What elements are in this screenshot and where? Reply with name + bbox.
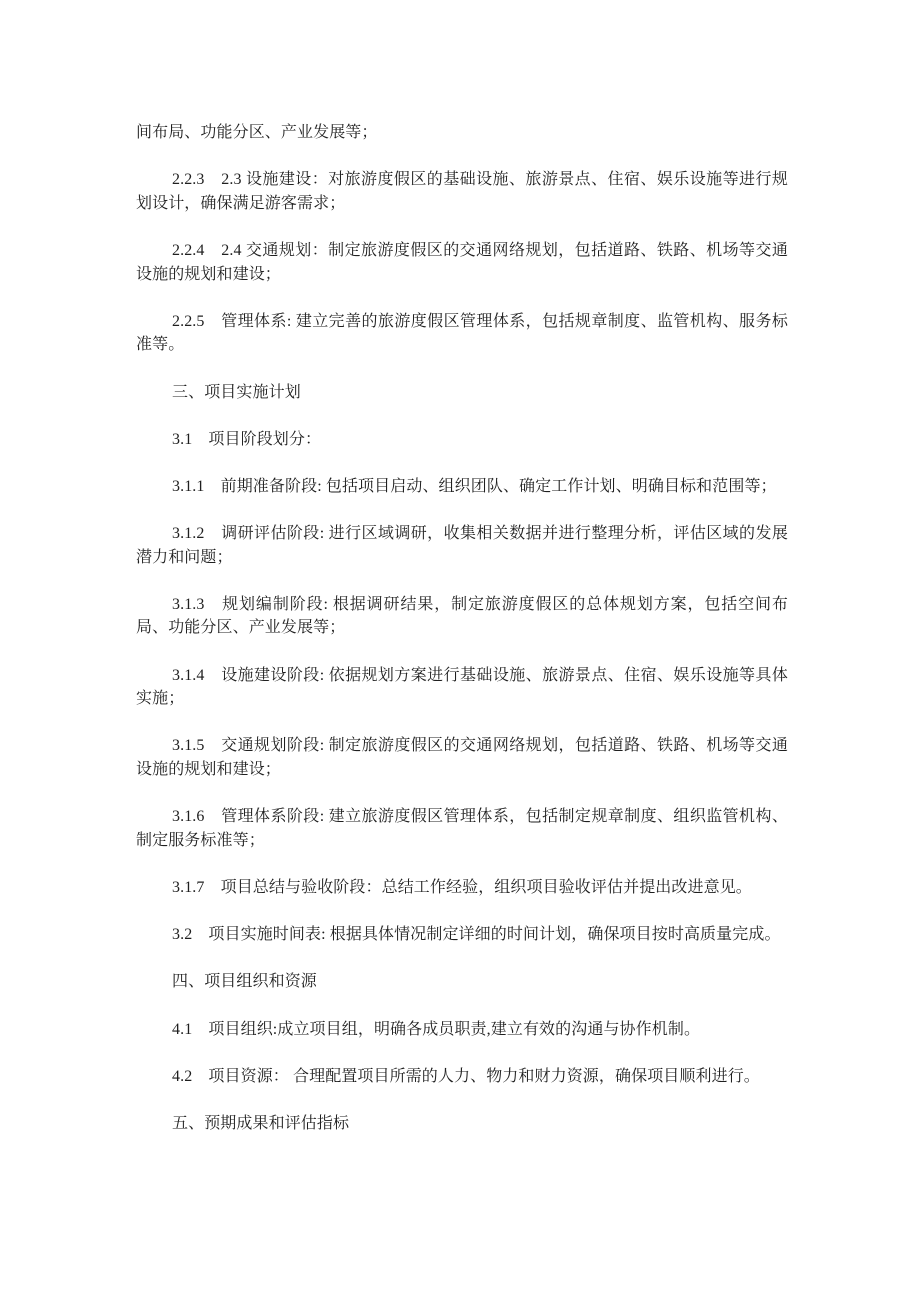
paragraph: 2.2.3 2.3 设施建设：对旅游度假区的基础设施、旅游景点、住宿、娱乐设施等进行规划设计，确保满足游客需求；	[136, 171, 788, 212]
paragraph: 2.2.5 管理体系: 建立完善的旅游度假区管理体系，包括规章制度、监管机构、服务标准等。	[136, 312, 788, 354]
paragraph: 4.1 项目组织:成立项目组，明确各成员职责,建立有效的沟通与协作机制。	[172, 1020, 701, 1038]
paragraph: 3.1.6 管理体系阶段: 建立旅游度假区管理体系，包括制定规章制度、组织监管机构、制定服务标准等；	[136, 808, 788, 849]
paragraph: 三、项目实施计划	[172, 383, 301, 401]
paragraph: 4.2 项目资源： 合理配置项目所需的人力、物力和财力资源，确保项目顺利进行。	[172, 1067, 760, 1085]
paragraph: 间布局、功能分区、产业发展等；	[136, 124, 378, 141]
paragraph: 3.1.7 项目总结与验收阶段：总结工作经验，组织项目验收评估并提出改进意见。	[172, 879, 752, 896]
paragraph: 3.1.2 调研评估阶段: 进行区域调研，收集相关数据并进行整理分析，评估区域的发展潜力和问题；	[136, 525, 788, 566]
paragraph: 3.1.1 前期准备阶段: 包括项目启动、组织团队、确定工作计划、明确目标和范围等；	[172, 477, 777, 495]
paragraph: 3.1.4 设施建设阶段: 依据规划方案进行基础设施、旅游景点、住宿、娱乐设施等具体实施；	[136, 666, 788, 708]
paragraph: 3.1.3 规划编制阶段: 根据调研结果，制定旅游度假区的总体规划方案，包括空间布局、功能分区、产业发展等；	[136, 595, 788, 637]
paragraph: 五、预期成果和评估指标	[172, 1114, 350, 1132]
paragraph: 2.2.4 2.4 交通规划：制定旅游度假区的交通网络规划，包括道路、铁路、机场等交通设施的规划和建设；	[136, 241, 788, 283]
paragraph: 四、项目组织和资源	[172, 973, 317, 991]
paragraph: 3.2 项目实施时间表: 根据具体情况制定详细的时间计划，确保项目按时高质量完成。	[172, 926, 781, 944]
paragraph: 3.1 项目阶段划分：	[172, 430, 322, 448]
paragraph: 3.1.5 交通规划阶段: 制定旅游度假区的交通网络规划，包括道路、铁路、机场等交通设施的规划和建设；	[136, 737, 788, 779]
